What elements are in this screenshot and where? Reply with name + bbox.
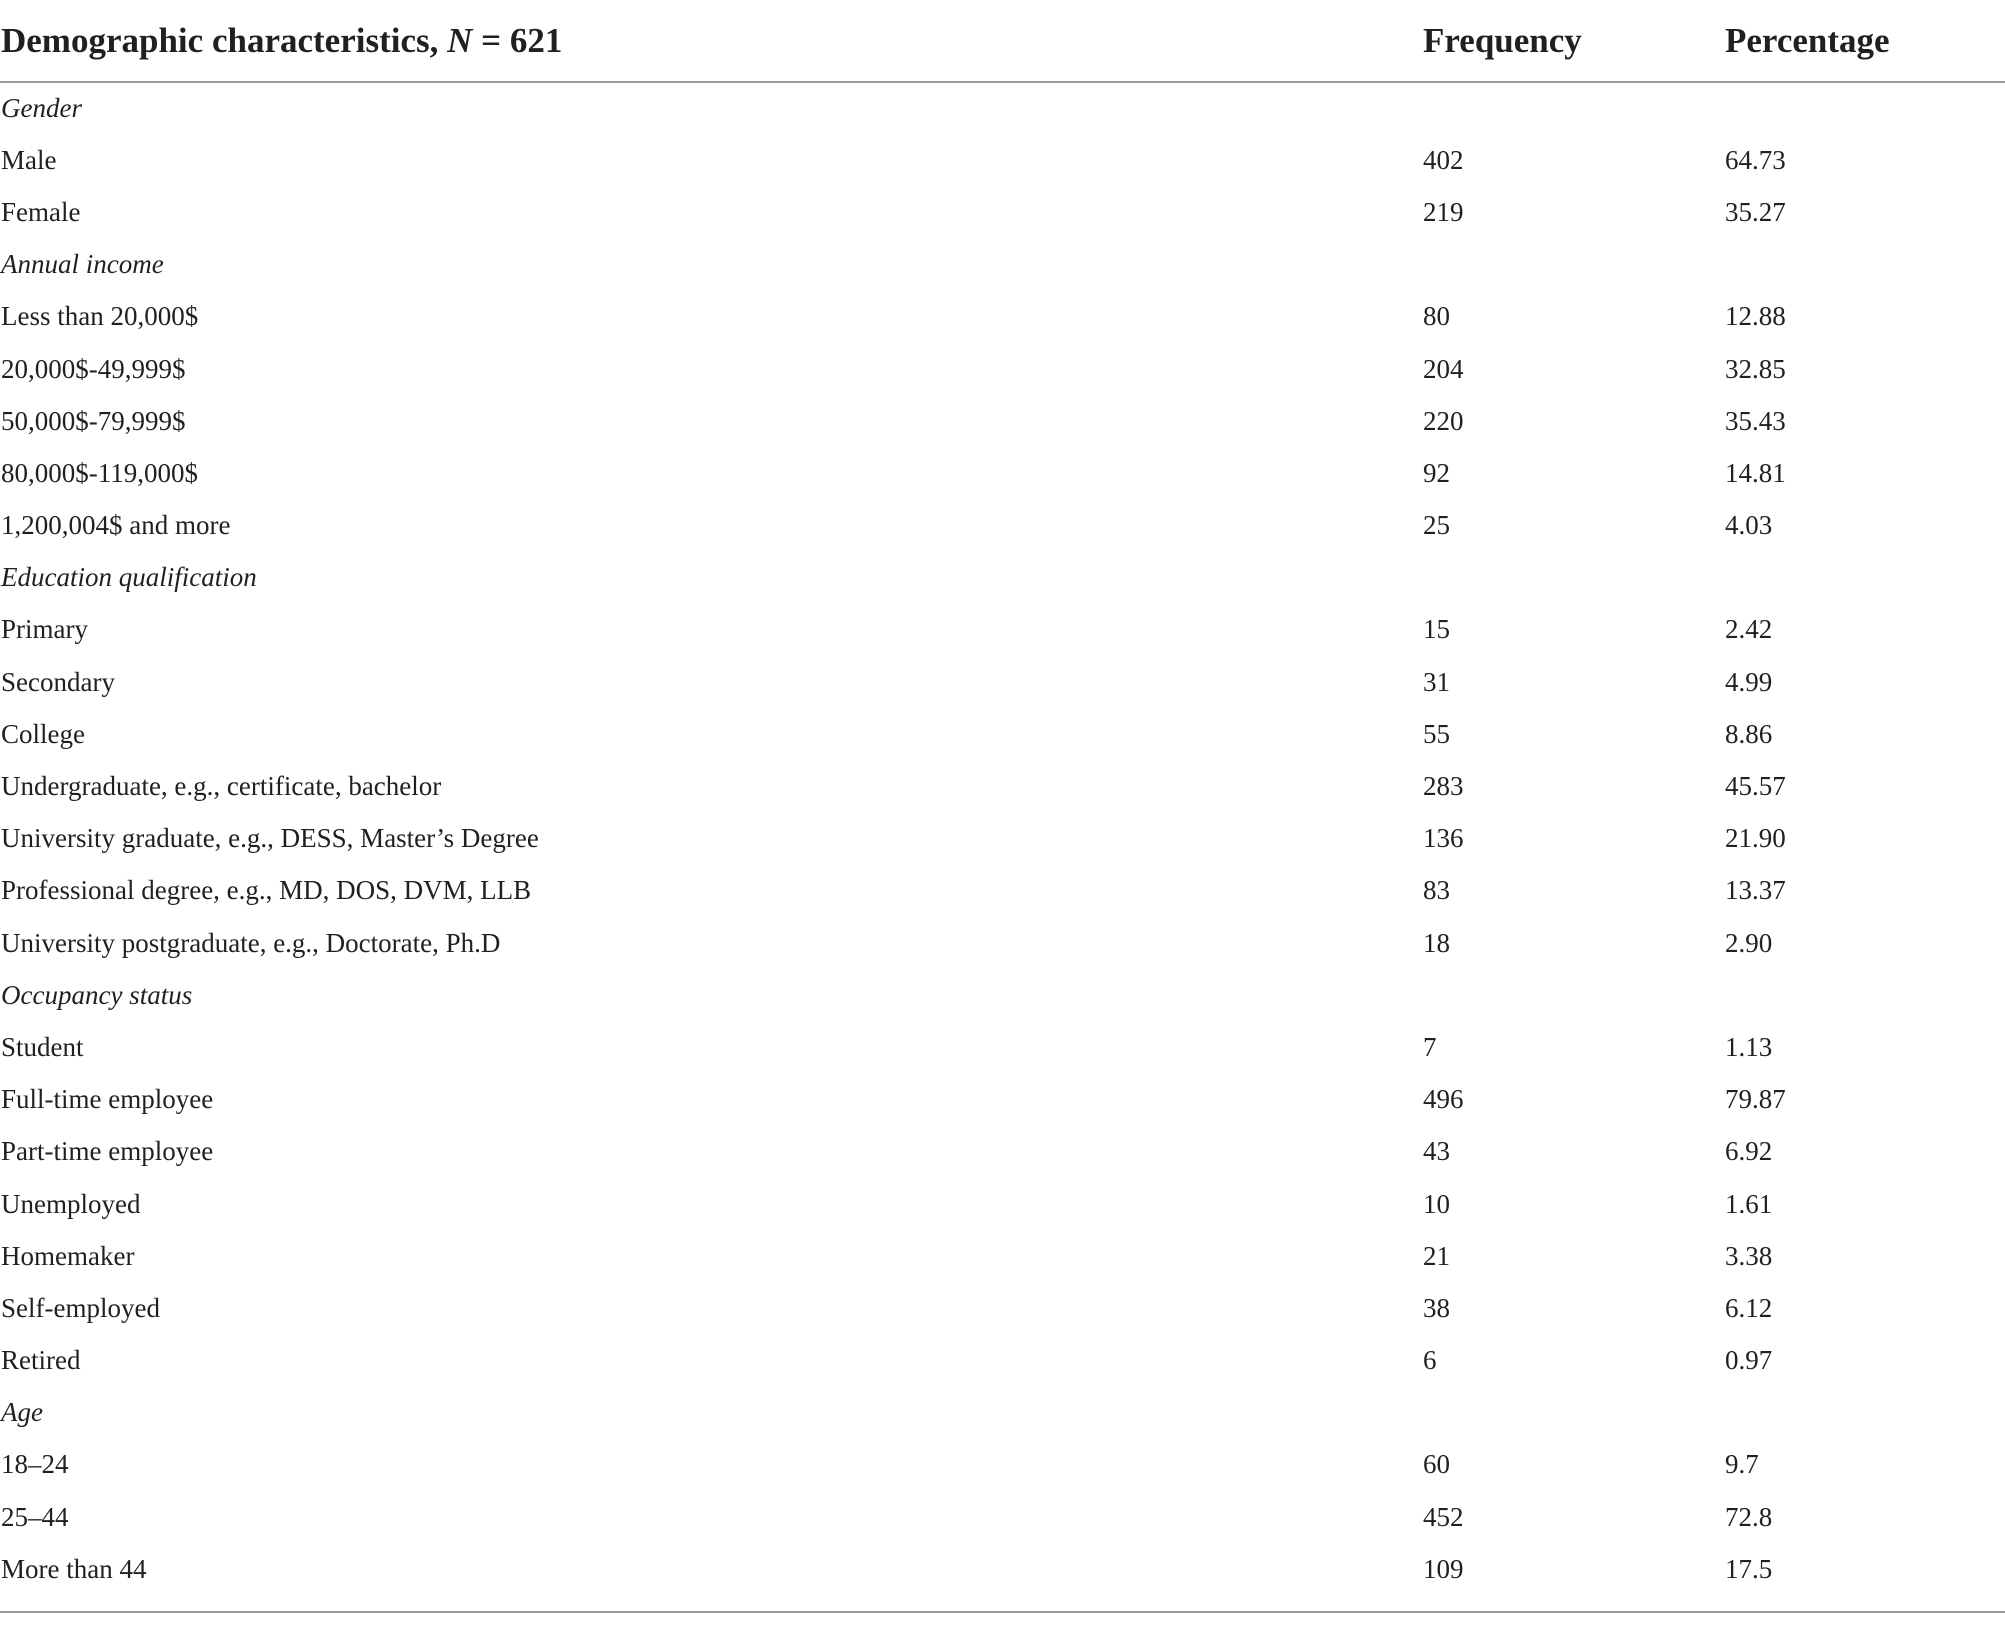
table-bottom-rule [0,1611,2005,1613]
row-label: 1,200,004$ and more [1,510,231,541]
section-label: Gender [1,93,82,124]
percentage-cell: 2.42 [1725,614,1773,645]
table-row [0,1126,2005,1178]
percentage-cell [1724,239,2005,291]
percentage-cell: 8.86 [1725,718,1773,749]
row-label: 18–24 [1,1449,69,1480]
table-section-row [0,552,2005,604]
table-row [0,760,2005,812]
frequency-cell: 219 [1423,196,1464,227]
row-label: Male [1,144,57,175]
frequency-cell [1422,82,1724,134]
percentage-cell [1724,82,2005,134]
section-label: Occupancy status [1,979,193,1010]
row-label: Student [1,1031,84,1062]
section-label: Age [1,1397,43,1428]
table-row [0,343,2005,395]
header-characteristics-text: Demographic characteristics, [1,20,448,60]
frequency-cell: 31 [1423,666,1450,697]
row-label: 20,000$-49,999$ [1,353,186,384]
frequency-cell [1422,1387,1724,1439]
percentage-cell: 79.87 [1725,1084,1786,1115]
frequency-cell: 109 [1423,1553,1464,1584]
percentage-cell: 9.7 [1725,1449,1759,1480]
table-row [0,134,2005,186]
table-row [0,865,2005,917]
table-row [0,291,2005,343]
table-row [0,917,2005,969]
header-frequency: Frequency [1422,0,1724,82]
frequency-cell: 10 [1423,1188,1450,1219]
table-row [0,1282,2005,1334]
frequency-cell: 18 [1423,927,1450,958]
frequency-cell: 55 [1423,718,1450,749]
percentage-cell: 13.37 [1725,875,1786,906]
table-row [0,395,2005,447]
section-label: Annual income [1,249,164,280]
percentage-cell: 4.99 [1725,666,1773,697]
percentage-cell [1724,1387,2005,1439]
percentage-cell [1724,969,2005,1021]
header-n-symbol: N [447,20,473,60]
table-row [0,1230,2005,1282]
frequency-cell: 283 [1423,771,1464,802]
header-n-value: = 621 [472,20,563,60]
frequency-cell: 6 [1423,1345,1437,1376]
row-label: Secondary [1,666,115,697]
frequency-cell: 60 [1423,1449,1450,1480]
row-label: More than 44 [1,1553,147,1584]
row-label: Homemaker [1,1240,135,1271]
table-body [0,82,2005,1595]
percentage-cell: 3.38 [1725,1240,1773,1271]
frequency-cell: 92 [1423,457,1450,488]
row-label: College [1,718,85,749]
row-label: Less than 20,000$ [1,301,199,332]
table-row [0,1178,2005,1230]
header-characteristics [0,0,1422,82]
frequency-cell: 21 [1423,1240,1450,1271]
percentage-cell: 0.97 [1725,1345,1773,1376]
table-row [0,447,2005,499]
percentage-cell: 1.13 [1725,1031,1773,1062]
frequency-cell [1422,552,1724,604]
percentage-cell: 14.81 [1725,457,1786,488]
frequency-cell: 43 [1423,1136,1450,1167]
row-label: Undergraduate, e.g., certificate, bachelor [1,771,442,802]
table-section-row [0,82,2005,134]
table-row [0,1439,2005,1491]
frequency-cell: 452 [1423,1501,1464,1532]
table-row [0,1543,2005,1595]
row-label: 25–44 [1,1501,69,1532]
table-row [0,1074,2005,1126]
frequency-cell: 38 [1423,1292,1450,1323]
frequency-cell: 25 [1423,510,1450,541]
frequency-cell [1422,969,1724,1021]
table-row [0,656,2005,708]
row-label: Unemployed [1,1188,141,1219]
section-label: Education qualification [1,562,257,593]
header-percentage: Percentage [1724,0,2005,82]
percentage-cell: 12.88 [1725,301,1786,332]
percentage-cell: 35.27 [1725,196,1786,227]
percentage-cell: 6.92 [1725,1136,1773,1167]
row-label: Professional degree, e.g., MD, DOS, DVM, LLB [1,875,532,906]
table-row [0,1335,2005,1387]
header-row [0,0,2005,82]
percentage-cell: 6.12 [1725,1292,1773,1323]
row-label: Full-time employee [1,1084,214,1115]
table-row [0,1021,2005,1073]
percentage-cell: 2.90 [1725,927,1773,958]
row-label: Part-time employee [1,1136,214,1167]
percentage-cell [1724,552,2005,604]
table-header [0,0,2005,82]
percentage-cell: 17.5 [1725,1553,1773,1584]
table-row [0,500,2005,552]
frequency-cell: 402 [1423,144,1464,175]
row-label: University graduate, e.g., DESS, Master’s Degree [1,823,539,854]
table-row [0,604,2005,656]
row-label: Self-employed [1,1292,160,1323]
frequency-cell: 136 [1423,823,1464,854]
row-label: 80,000$-119,000$ [1,457,198,488]
table-section-row [0,969,2005,1021]
frequency-cell [1422,239,1724,291]
percentage-cell: 64.73 [1725,144,1786,175]
percentage-cell: 45.57 [1725,771,1786,802]
row-label: Retired [1,1345,81,1376]
frequency-cell: 204 [1423,353,1464,384]
percentage-cell: 72.8 [1725,1501,1773,1532]
table-section-row [0,239,2005,291]
frequency-cell: 83 [1423,875,1450,906]
table-row [0,186,2005,238]
frequency-cell: 496 [1423,1084,1464,1115]
table-row [0,708,2005,760]
frequency-cell: 15 [1423,614,1450,645]
percentage-cell: 35.43 [1725,405,1786,436]
percentage-cell: 32.85 [1725,353,1786,384]
table-row [0,1491,2005,1543]
percentage-cell: 1.61 [1725,1188,1773,1219]
row-label: 50,000$-79,999$ [1,405,186,436]
table-section-row [0,1387,2005,1439]
percentage-cell: 21.90 [1725,823,1786,854]
frequency-cell: 80 [1423,301,1450,332]
frequency-cell: 220 [1423,405,1464,436]
table-row [0,813,2005,865]
row-label: University postgraduate, e.g., Doctorate, Ph.D [1,927,501,958]
row-label: Female [1,196,81,227]
percentage-cell: 4.03 [1725,510,1773,541]
row-label: Primary [1,614,88,645]
frequency-cell: 7 [1423,1031,1437,1062]
